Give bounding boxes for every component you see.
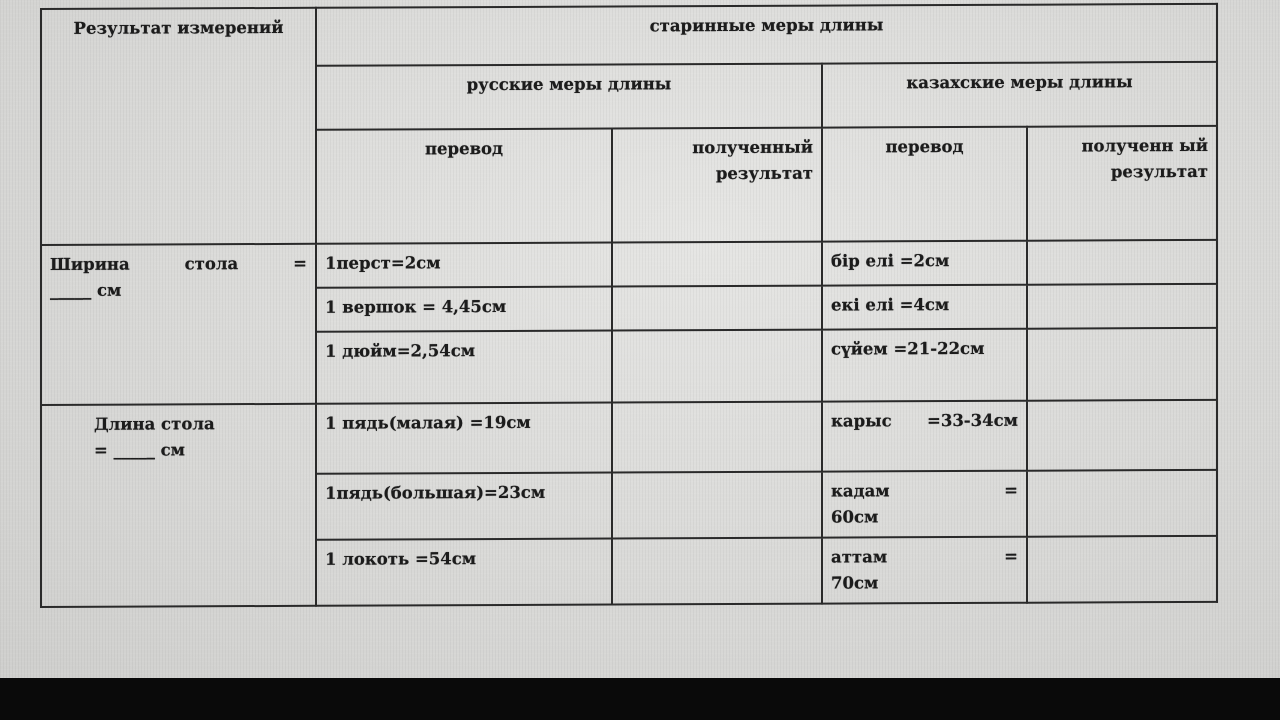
width-label-table: стола [184, 254, 239, 274]
kz-conversion-line [831, 478, 1018, 505]
length-label-word: Длина стола [94, 414, 215, 434]
ru-conversion-cell [316, 473, 612, 540]
main-title-header [316, 4, 1217, 66]
russian-group-label: русские меры длины [466, 74, 672, 95]
ru-conversion-text: 1 пядь(малая) =19см [325, 412, 531, 433]
old-length-measures-table [40, 3, 1218, 608]
result-header [41, 8, 316, 245]
ru-conversion-cell [316, 243, 612, 288]
kz-conversion-value: 60см [831, 507, 879, 527]
table-row [41, 400, 1217, 475]
kz-conversion-value: =33-34см [927, 410, 1018, 431]
ru-conversion-cell [316, 287, 612, 332]
kz-conversion-equals: = [1004, 480, 1018, 500]
kz-conversion-equals: = [1004, 546, 1018, 566]
kz-conversion-value: 70см [831, 573, 879, 593]
main-title: старинные меры длины [649, 15, 884, 36]
ru-result-cell [612, 286, 822, 331]
kz-translation-label: перевод [885, 136, 964, 157]
table-row [41, 240, 1217, 289]
kz-conversion-line [831, 408, 1018, 435]
ru-result-cell [612, 242, 822, 287]
width-label-line [50, 251, 307, 278]
kz-result-label: полученн ый результат [1081, 135, 1208, 182]
ru-conversion-cell [316, 403, 612, 474]
ru-conversion-text: 1 вершок = 4,45см [325, 296, 507, 317]
ru-result-cell [612, 402, 822, 473]
russian-group-header [316, 64, 822, 130]
kazakh-group-label: казахские меры длины [906, 72, 1133, 93]
header-row-1 [41, 4, 1217, 67]
length-label-blank: = _____ см [94, 440, 185, 460]
ru-result-cell [612, 538, 822, 605]
ru-translation-label: перевод [424, 138, 504, 159]
width-label-equals: = [293, 253, 307, 273]
ru-translation-header [316, 129, 612, 244]
width-label-blank: _____ см [50, 280, 122, 300]
kz-conversion-text: сүйем =21-22см [831, 338, 985, 359]
kz-result-cell [1027, 240, 1217, 285]
width-label-word: Ширина [50, 254, 130, 274]
ru-conversion-text: 1 дюйм=2,54см [325, 341, 476, 361]
kz-conversion-word: аттам [831, 547, 888, 567]
ru-conversion-cell [316, 331, 612, 404]
result-header-label: Результат измерений [73, 17, 284, 38]
ru-conversion-cell [316, 539, 612, 606]
kz-result-cell [1027, 536, 1217, 603]
kz-result-header [1027, 126, 1217, 241]
width-label-cell [41, 244, 316, 405]
kz-conversion-text: бір елі =2см [831, 251, 950, 271]
kz-conversion-cell [822, 537, 1027, 604]
kz-result-cell [1027, 284, 1217, 329]
kazakh-group-header [822, 62, 1217, 128]
kz-conversion-cell [822, 471, 1027, 538]
ru-conversion-text: 1пядь(большая)=23см [325, 482, 546, 503]
kz-result-cell [1027, 328, 1217, 401]
kz-conversion-text: екі елі =4см [831, 295, 950, 315]
monitor-bezel [0, 678, 1280, 720]
ru-result-label: полученный результат [692, 137, 813, 184]
ru-result-header [612, 128, 822, 243]
length-label-cell [41, 404, 316, 607]
ru-conversion-text: 1 локоть =54см [325, 549, 477, 569]
ru-result-cell [612, 472, 822, 539]
kz-conversion-cell [822, 241, 1027, 286]
kz-conversion-cell [822, 285, 1027, 330]
kz-conversion-word: карыс [831, 411, 892, 431]
kz-conversion-cell [822, 329, 1027, 402]
kz-conversion-word: кадам [831, 481, 890, 501]
kz-result-cell [1027, 470, 1217, 537]
kz-translation-header [822, 127, 1027, 242]
ru-conversion-text: 1перст=2см [325, 253, 441, 273]
kz-result-cell [1027, 400, 1217, 471]
kz-conversion-cell [822, 401, 1027, 472]
kz-conversion-line [831, 544, 1018, 571]
ru-result-cell [612, 330, 822, 403]
